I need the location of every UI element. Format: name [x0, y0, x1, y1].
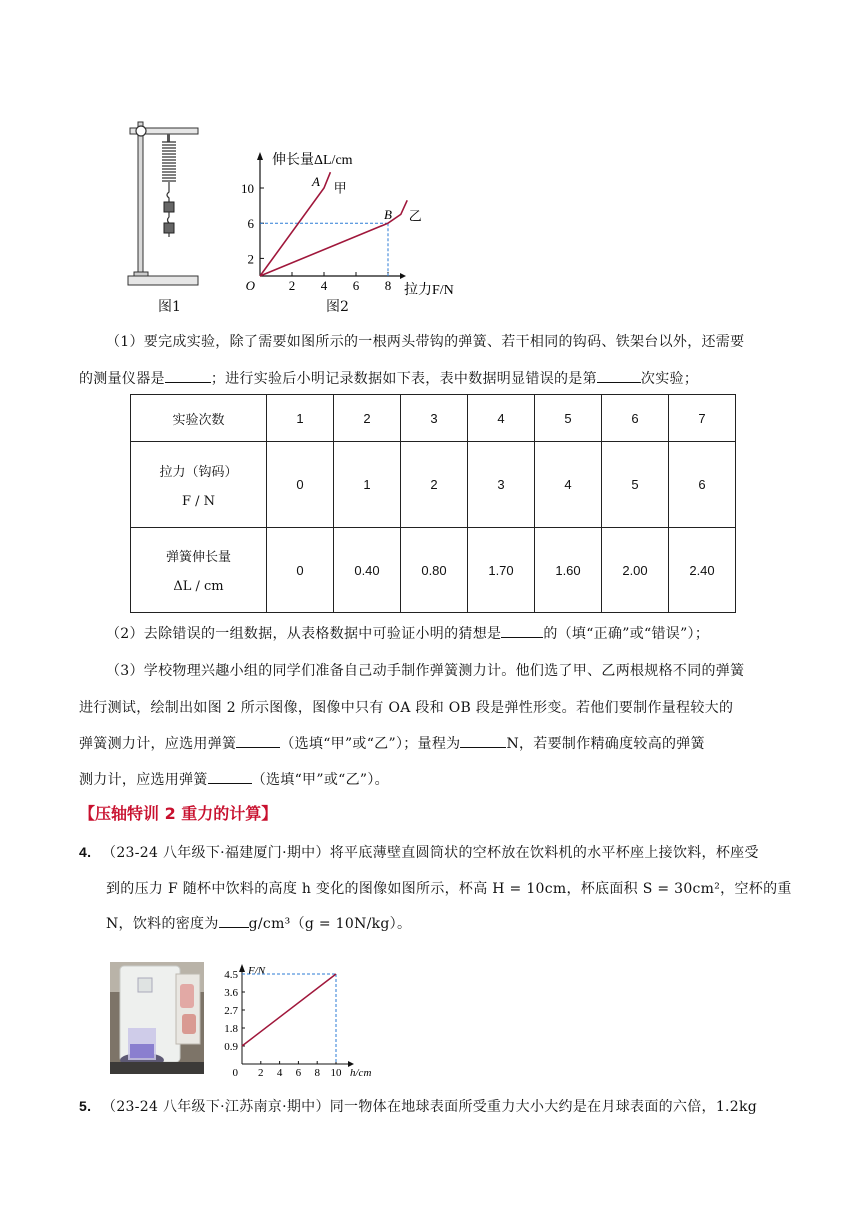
trial-cell: 2 [334, 395, 401, 442]
q5-line1: 5. （23-24 八年级下·江苏南京·期中）同一物体在地球表面所受重力大小大约是在月球表面的六倍，1.2kg [79, 1098, 758, 1115]
table-row-trials [131, 395, 736, 442]
y-axis-label: F/N [248, 965, 266, 977]
drink-machine-photo [110, 962, 204, 1074]
x-axis-label: h/cm [350, 1067, 372, 1079]
extension-label: 弹簧伸长量 ΔL / cm [131, 528, 267, 613]
answer-blank-range[interactable] [460, 733, 506, 748]
x-tick-label: 4 [320, 278, 328, 293]
table-row-extension [131, 528, 736, 613]
q4-line3: N，饮料的密度为 g/cm³（g = 10N/kg）。 [106, 913, 411, 933]
extension-cell: 0.40 [334, 528, 401, 613]
section-heading: 【压轴特训 2 重力的计算】 [79, 804, 278, 823]
extension-cell: 2.40 [669, 528, 736, 613]
x-axis-label: 拉力F/N [404, 283, 454, 298]
answer-blank-spring-precision[interactable] [208, 769, 252, 784]
figure1-caption: 图1 [158, 299, 181, 315]
force-cell: 5 [602, 442, 669, 528]
x-tick-label: 8 [384, 278, 392, 293]
origin-label: O [245, 278, 255, 293]
y-tick-label: 6 [247, 216, 254, 232]
q3-part3-line4: 测力计，应选用弹簧 （选填“甲”或“乙”）。 [79, 769, 389, 789]
answer-blank-instrument[interactable] [165, 368, 211, 383]
x-tick-label: 6 [352, 278, 360, 293]
y-axis-arrow [257, 152, 263, 160]
question-number: 4. [79, 844, 92, 860]
force-cell: 0 [267, 442, 334, 528]
extension-cell: 1.70 [468, 528, 535, 613]
question-number: 5. [79, 1098, 92, 1114]
q3-part1-line2: 的测量仪器是 ；进行实验后小明记录数据如下表，表中数据明显错误的是第 次实验； [79, 368, 698, 388]
answer-blank-guess[interactable] [501, 623, 543, 638]
force-cell: 4 [535, 442, 602, 528]
y-axis-arrow [239, 964, 245, 972]
trial-cell: 5 [535, 395, 602, 442]
extension-cell: 1.60 [535, 528, 602, 613]
answer-blank-density[interactable] [219, 913, 249, 928]
trial-cell: 3 [401, 395, 468, 442]
y-tick-label: 4.5 [224, 969, 238, 981]
force-cell: 2 [401, 442, 468, 528]
table-header-label: 实验次数 [131, 395, 267, 442]
x-axis-arrow [400, 273, 406, 279]
point-b-label: B [384, 207, 392, 223]
y-axis-label: 伸长量ΔL/cm [272, 153, 353, 168]
q4-chart [218, 960, 378, 1082]
series-line [242, 974, 336, 1046]
q4-line2: 到的压力 F 随杯中饮料的高度 h 变化的图像如图所示，杯高 H = 10cm，杯底面积 S = 30cm²，空杯的重 [106, 881, 792, 897]
trial-cell: 6 [602, 395, 669, 442]
spring-coil [162, 142, 176, 181]
answer-blank-trial[interactable] [597, 368, 641, 383]
point-a-label: A [312, 174, 320, 189]
x-tick-label: 2 [258, 1067, 264, 1079]
q3-part2: （2）去除错误的一组数据，从表格数据中可验证小明的猜想是 的（填“正确”或“错误”）； [106, 623, 709, 643]
y-tick-label: 2 [247, 251, 254, 267]
q3-part3-line2: 进行测试，绘制出如图 2 所示图像，图像中只有 OA 段和 OB 段是弹性形变。若他们要制作量程较大的 [79, 700, 734, 716]
q3-part1-line1: （1）要完成实验，除了需要如图所示的一根两头带钩的弹簧、若干相同的钩码、铁架台以外，还需要 [106, 334, 745, 350]
curve-jia-label: 甲 [333, 180, 347, 196]
q3-part3-line1: （3）学校物理兴趣小组的同学们准备自己动手制作弹簧测力计。他们选了甲、乙两根规格不同的弹簧 [106, 663, 745, 679]
x-tick-label: 6 [295, 1067, 302, 1079]
q3-part3-line3: 弹簧测力计，应选用弹簧 （选填“甲”或“乙”）；量程为 N，若要制作精确度较高的弹簧 [79, 733, 705, 753]
q4-line1: 4. （23-24 八年级下·福建厦门·期中）将平底薄壁直圆筒状的空杯放在饮料机的水平杯座上接饮料，杯座受 [79, 844, 759, 861]
force-cell: 6 [669, 442, 736, 528]
force-cell: 3 [468, 442, 535, 528]
y-tick-label: 3.6 [224, 987, 238, 999]
force-cell: 1 [334, 442, 401, 528]
force-label: 拉力（钩码） F / N [131, 442, 267, 528]
data-table [130, 394, 736, 613]
extension-cell: 0.80 [401, 528, 468, 613]
x-tick-label: 8 [314, 1067, 320, 1079]
extension-cell: 0 [267, 528, 334, 613]
trial-cell: 7 [669, 395, 736, 442]
extension-cell: 2.00 [602, 528, 669, 613]
figure1-apparatus [120, 110, 210, 315]
origin-label: 0 [232, 1067, 238, 1079]
figure2-chart [238, 146, 468, 306]
y-tick-label: 2.7 [224, 1005, 238, 1017]
y-tick-label: 1.8 [224, 1023, 238, 1035]
table-row-force [131, 442, 736, 528]
trial-cell: 4 [468, 395, 535, 442]
figure2-caption: 图2 [326, 299, 349, 315]
curve-yi-label: 乙 [408, 208, 422, 224]
answer-blank-spring-range[interactable] [236, 733, 280, 748]
x-tick-label: 4 [276, 1067, 283, 1079]
trial-cell: 1 [267, 395, 334, 442]
y-tick-label: 0.9 [224, 1041, 238, 1053]
x-tick-label: 10 [330, 1067, 342, 1079]
y-tick-label: 10 [241, 181, 254, 196]
x-tick-label: 2 [288, 278, 296, 293]
